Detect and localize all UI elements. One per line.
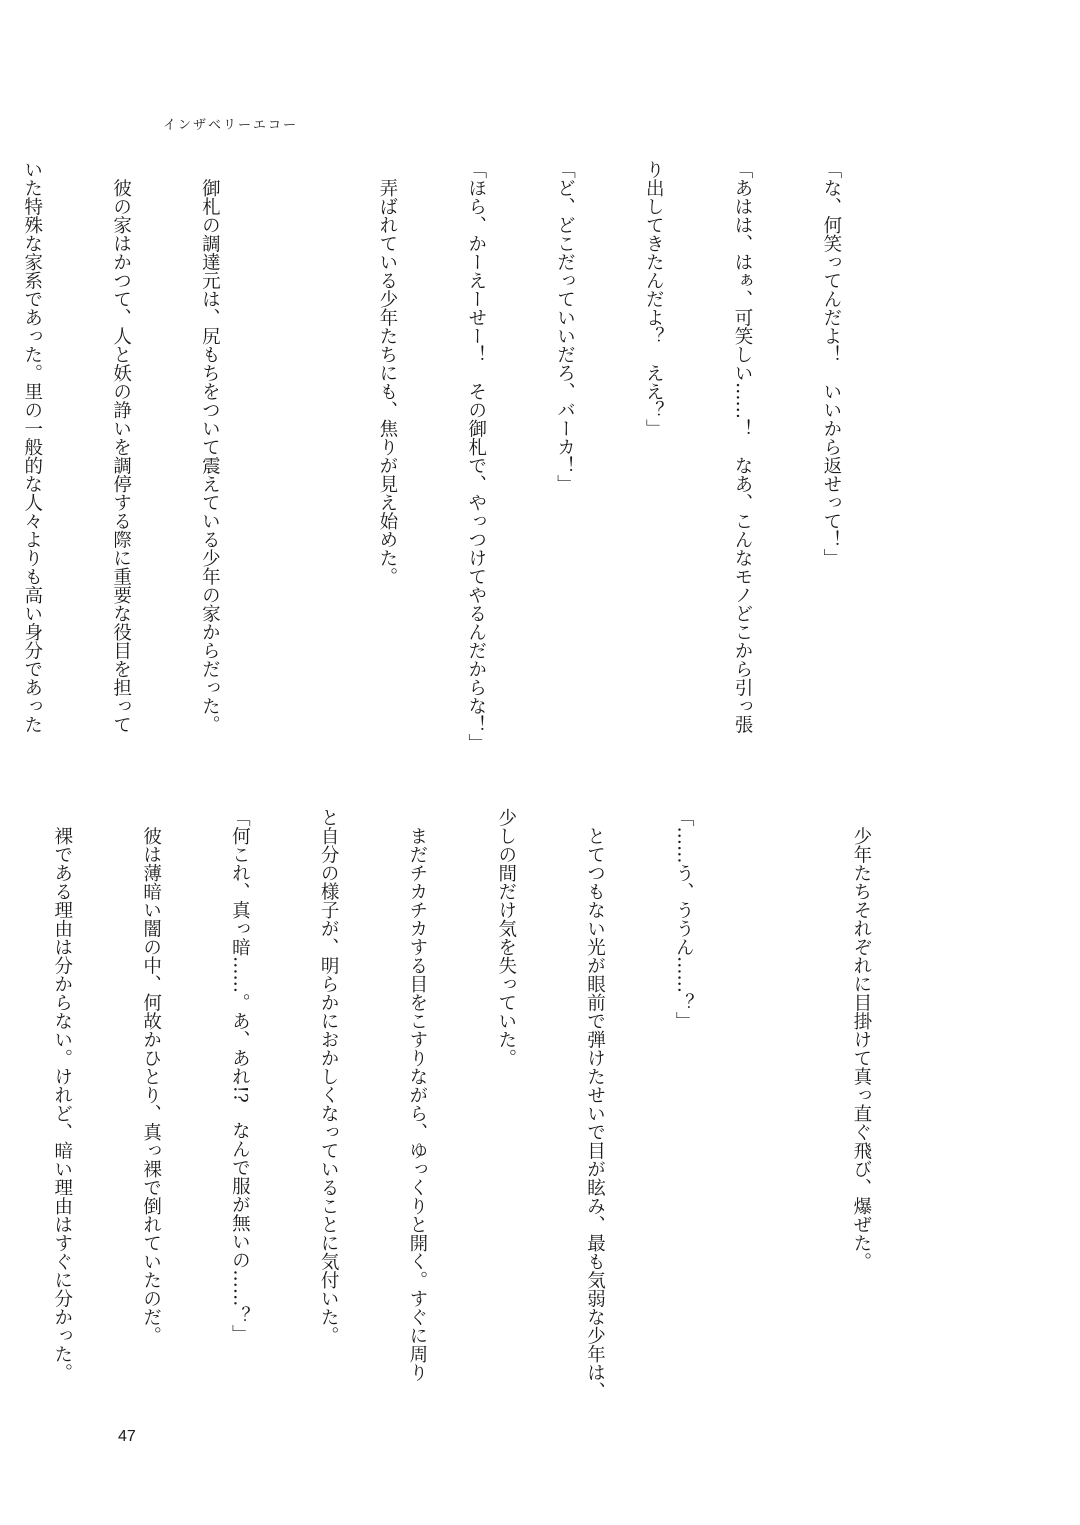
text-column: と自分の様子が、明らかにおかしくなっていることに気付いた。	[318, 808, 340, 1345]
text-column: いた特殊な家系であった。里の一般的な人々よりも高い身分であった	[21, 160, 43, 734]
text-column: とてつもない光が眼前で弾けたせいで目が眩み、最も気弱な少年は、	[584, 808, 606, 1400]
text-column: り出してきたんだよ？ ええ？」	[643, 160, 665, 438]
text-column: 裸である理由は分からない。けれど、暗い理由はすぐに分かった。	[51, 808, 73, 1382]
text-column: 「ほら、かーえーせー！ その御札で、やっつけてやるんだからな！」	[465, 160, 487, 752]
text-column: 「ど、どこだっていいだろ、バーカ！」	[554, 160, 576, 493]
text-column: 少しの間だけ気を失っていた。	[495, 808, 517, 1067]
running-header: インザベリーエコー	[163, 118, 299, 133]
text-block-top	[0, 160, 905, 752]
text-column	[284, 160, 314, 740]
text-column: 「……う、ううん……？」	[673, 808, 695, 1030]
page-number: 47	[118, 1428, 136, 1445]
text-column: 「何これ、真っ暗……。あ、あれ!? なんで服が無いの……？」	[229, 808, 251, 1344]
text-column: 少年たちそれぞれに目掛けて真っ直ぐ飛び、爆ぜた。	[850, 808, 872, 1271]
text-column: 「あはは、はぁ、可笑しい……！ なあ、こんなモノどこから引っ張	[732, 160, 754, 734]
text-column: 彼の家はかつて、人と妖の諍いを調停する際に重要な役目を担って	[110, 160, 132, 734]
text-column: 弄ばれている少年たちにも、焦りが見え始めた。	[376, 160, 398, 586]
text-column: 御札の調達元は、尻もちをついて震えている少年の家からだった。	[199, 160, 221, 734]
text-column: 「な、何笑ってんだよ！ いいから返せって！」	[820, 160, 842, 567]
text-column	[757, 808, 787, 1378]
text-column: 彼は薄暗い闇の中、何故かひとり、真っ裸で倒れていたのだ。	[140, 808, 162, 1345]
text-column: まだチカチカする目をこすりながら、ゆっくりと開く。すぐに周り	[406, 808, 428, 1382]
text-block-bottom	[0, 808, 935, 1400]
